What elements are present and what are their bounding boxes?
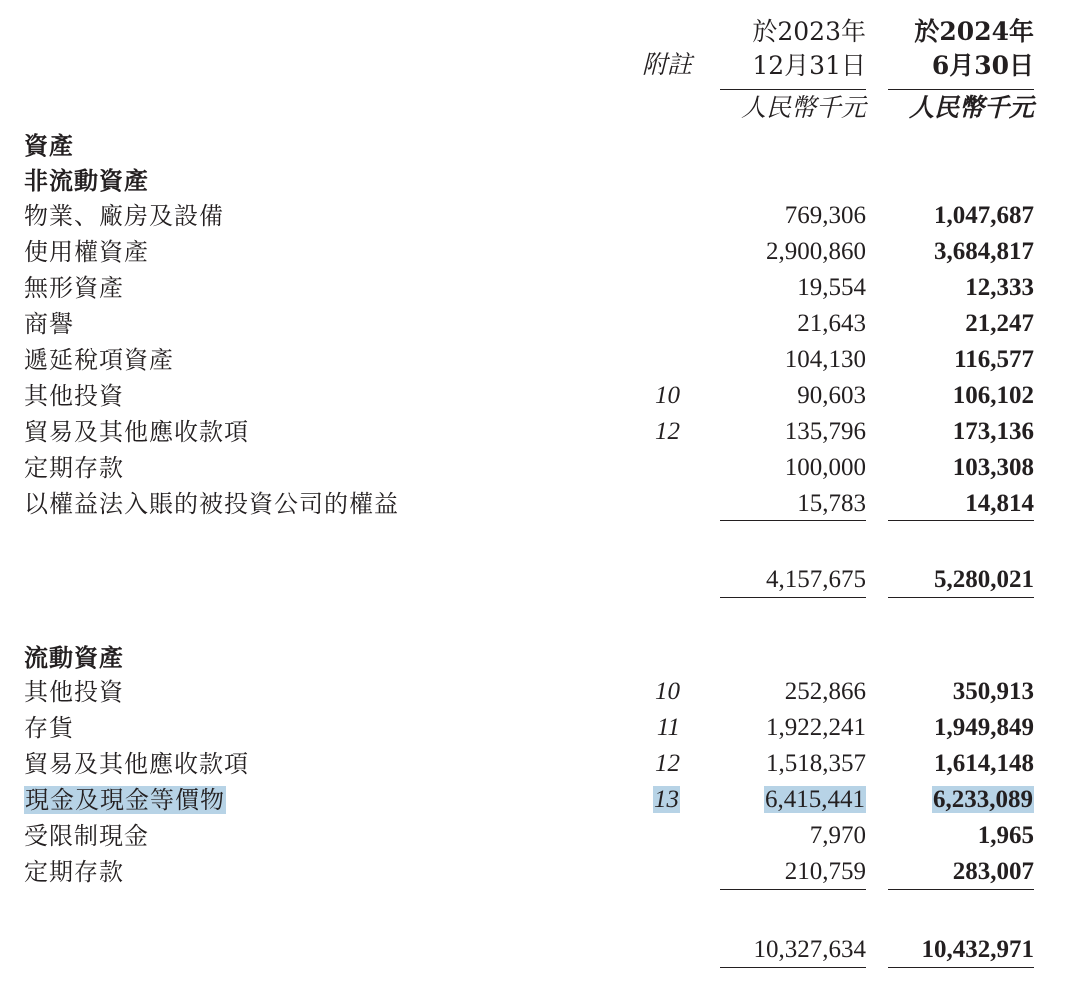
row-note-highlight: 13 <box>654 786 679 813</box>
row-note <box>604 854 680 890</box>
row-value-2024: 173,136 <box>952 418 1034 445</box>
row-label: 遞延稅項資產 <box>24 346 174 374</box>
row-label: 無形資產 <box>24 274 124 302</box>
row-value-2023: 104,130 <box>784 346 866 373</box>
col-2024-unit: 人民幣千元 <box>908 93 1034 122</box>
row-value-2023: 1,518,357 <box>766 750 866 777</box>
row-label: 其他投資 <box>24 678 124 706</box>
row-note: 12 <box>655 750 680 777</box>
row-note <box>604 306 680 342</box>
row-value-2023: 21,643 <box>797 310 866 337</box>
row-value-2024: 283,007 <box>952 858 1034 885</box>
section-current-heading: 流動資產 <box>24 643 124 672</box>
row-label: 貿易及其他應收款項 <box>24 750 249 778</box>
section-non-current-heading: 非流動資產 <box>24 166 149 195</box>
row-value-2023: 19,554 <box>797 274 866 301</box>
row-value-2024: 350,913 <box>952 678 1034 705</box>
col-2023-header-year: 於2023年 <box>752 17 866 46</box>
row-note <box>604 270 680 306</box>
row-value-2024: 1,614,148 <box>934 750 1034 777</box>
current-total-2024: 10,432,971 <box>921 936 1034 963</box>
non-current-total-2024: 5,280,021 <box>934 566 1034 593</box>
row-label: 存貨 <box>24 714 74 742</box>
current-total-rule-2024 <box>888 967 1034 968</box>
row-value-2023 <box>720 782 866 818</box>
row-value-2024: 12,333 <box>965 274 1034 301</box>
row-value-2024: 103,308 <box>952 454 1034 481</box>
note-column-header: 附註 <box>641 52 692 79</box>
row-label: 貿易及其他應收款項 <box>24 418 249 446</box>
row-value-2023: 7,970 <box>809 822 866 849</box>
row-label: 受限制現金 <box>24 822 149 850</box>
row-note <box>604 450 680 486</box>
row-label: 其他投資 <box>24 382 124 410</box>
row-value-2024: 106,102 <box>952 382 1034 409</box>
row-note <box>604 486 680 522</box>
current-subtotal-rule-2023 <box>720 889 866 890</box>
non-current-total-2023: 4,157,675 <box>766 566 866 593</box>
total-rule-2023 <box>720 597 866 598</box>
row-label: 商譽 <box>24 310 74 338</box>
row-label: 定期存款 <box>24 858 124 886</box>
row-note: 10 <box>655 382 680 409</box>
row-label: 定期存款 <box>24 454 124 482</box>
row-value-2024: 116,577 <box>954 346 1034 373</box>
row-value-2024: 1,047,687 <box>934 202 1034 229</box>
row-value-2024-highlight: 6,233,089 <box>933 786 1033 813</box>
row-label: 物業、廠房及設備 <box>24 202 224 230</box>
row-value-2024: 1,965 <box>977 822 1034 849</box>
total-rule-2024 <box>888 597 1034 598</box>
subtotal-rule-2024 <box>888 520 1034 521</box>
row-value-2023: 135,796 <box>784 418 866 445</box>
row-value-2023: 100,000 <box>784 454 866 481</box>
row-note <box>604 198 680 234</box>
row-note: 11 <box>656 714 680 741</box>
subtotal-rule-2023 <box>720 520 866 521</box>
row-value-2023: 769,306 <box>784 202 866 229</box>
row-label: 以權益法入賬的被投資公司的權益 <box>24 490 399 518</box>
row-label: 使用權資產 <box>24 238 149 266</box>
row-value-2023: 210,759 <box>784 858 866 885</box>
current-total-2023: 10,327,634 <box>753 936 866 963</box>
row-note: 12 <box>655 418 680 445</box>
row-note <box>604 342 680 378</box>
row-value-2024: 21,247 <box>965 310 1034 337</box>
row-value-2024: 1,949,849 <box>934 714 1034 741</box>
row-value-2023: 252,866 <box>784 678 866 705</box>
row-note <box>604 234 680 270</box>
section-assets-heading: 資產 <box>24 131 74 160</box>
row-value-2023: 15,783 <box>797 490 866 517</box>
row-value-2023: 2,900,860 <box>766 238 866 265</box>
col-2023-unit: 人民幣千元 <box>740 93 866 122</box>
row-value-2023: 1,922,241 <box>766 714 866 741</box>
row-value-2023: 90,603 <box>797 382 866 409</box>
row-note: 10 <box>655 678 680 705</box>
row-label-highlight: 現金及現金等價物 <box>25 786 225 814</box>
row-label <box>24 782 226 818</box>
row-note <box>604 818 680 854</box>
col-2024-header-year: 於2024年 <box>914 17 1034 46</box>
row-value-2023-highlight: 6,415,441 <box>765 786 865 813</box>
row-value-2024: 14,814 <box>965 490 1034 517</box>
col-2024-header-date: 6月30日 <box>931 51 1034 80</box>
row-value-2024 <box>888 782 1034 818</box>
row-value-2024: 3,684,817 <box>934 238 1034 265</box>
row-note <box>604 782 680 818</box>
col-2023-header-date: 12月31日 <box>752 51 866 80</box>
current-subtotal-rule-2024 <box>888 889 1034 890</box>
current-total-rule-2023 <box>720 967 866 968</box>
